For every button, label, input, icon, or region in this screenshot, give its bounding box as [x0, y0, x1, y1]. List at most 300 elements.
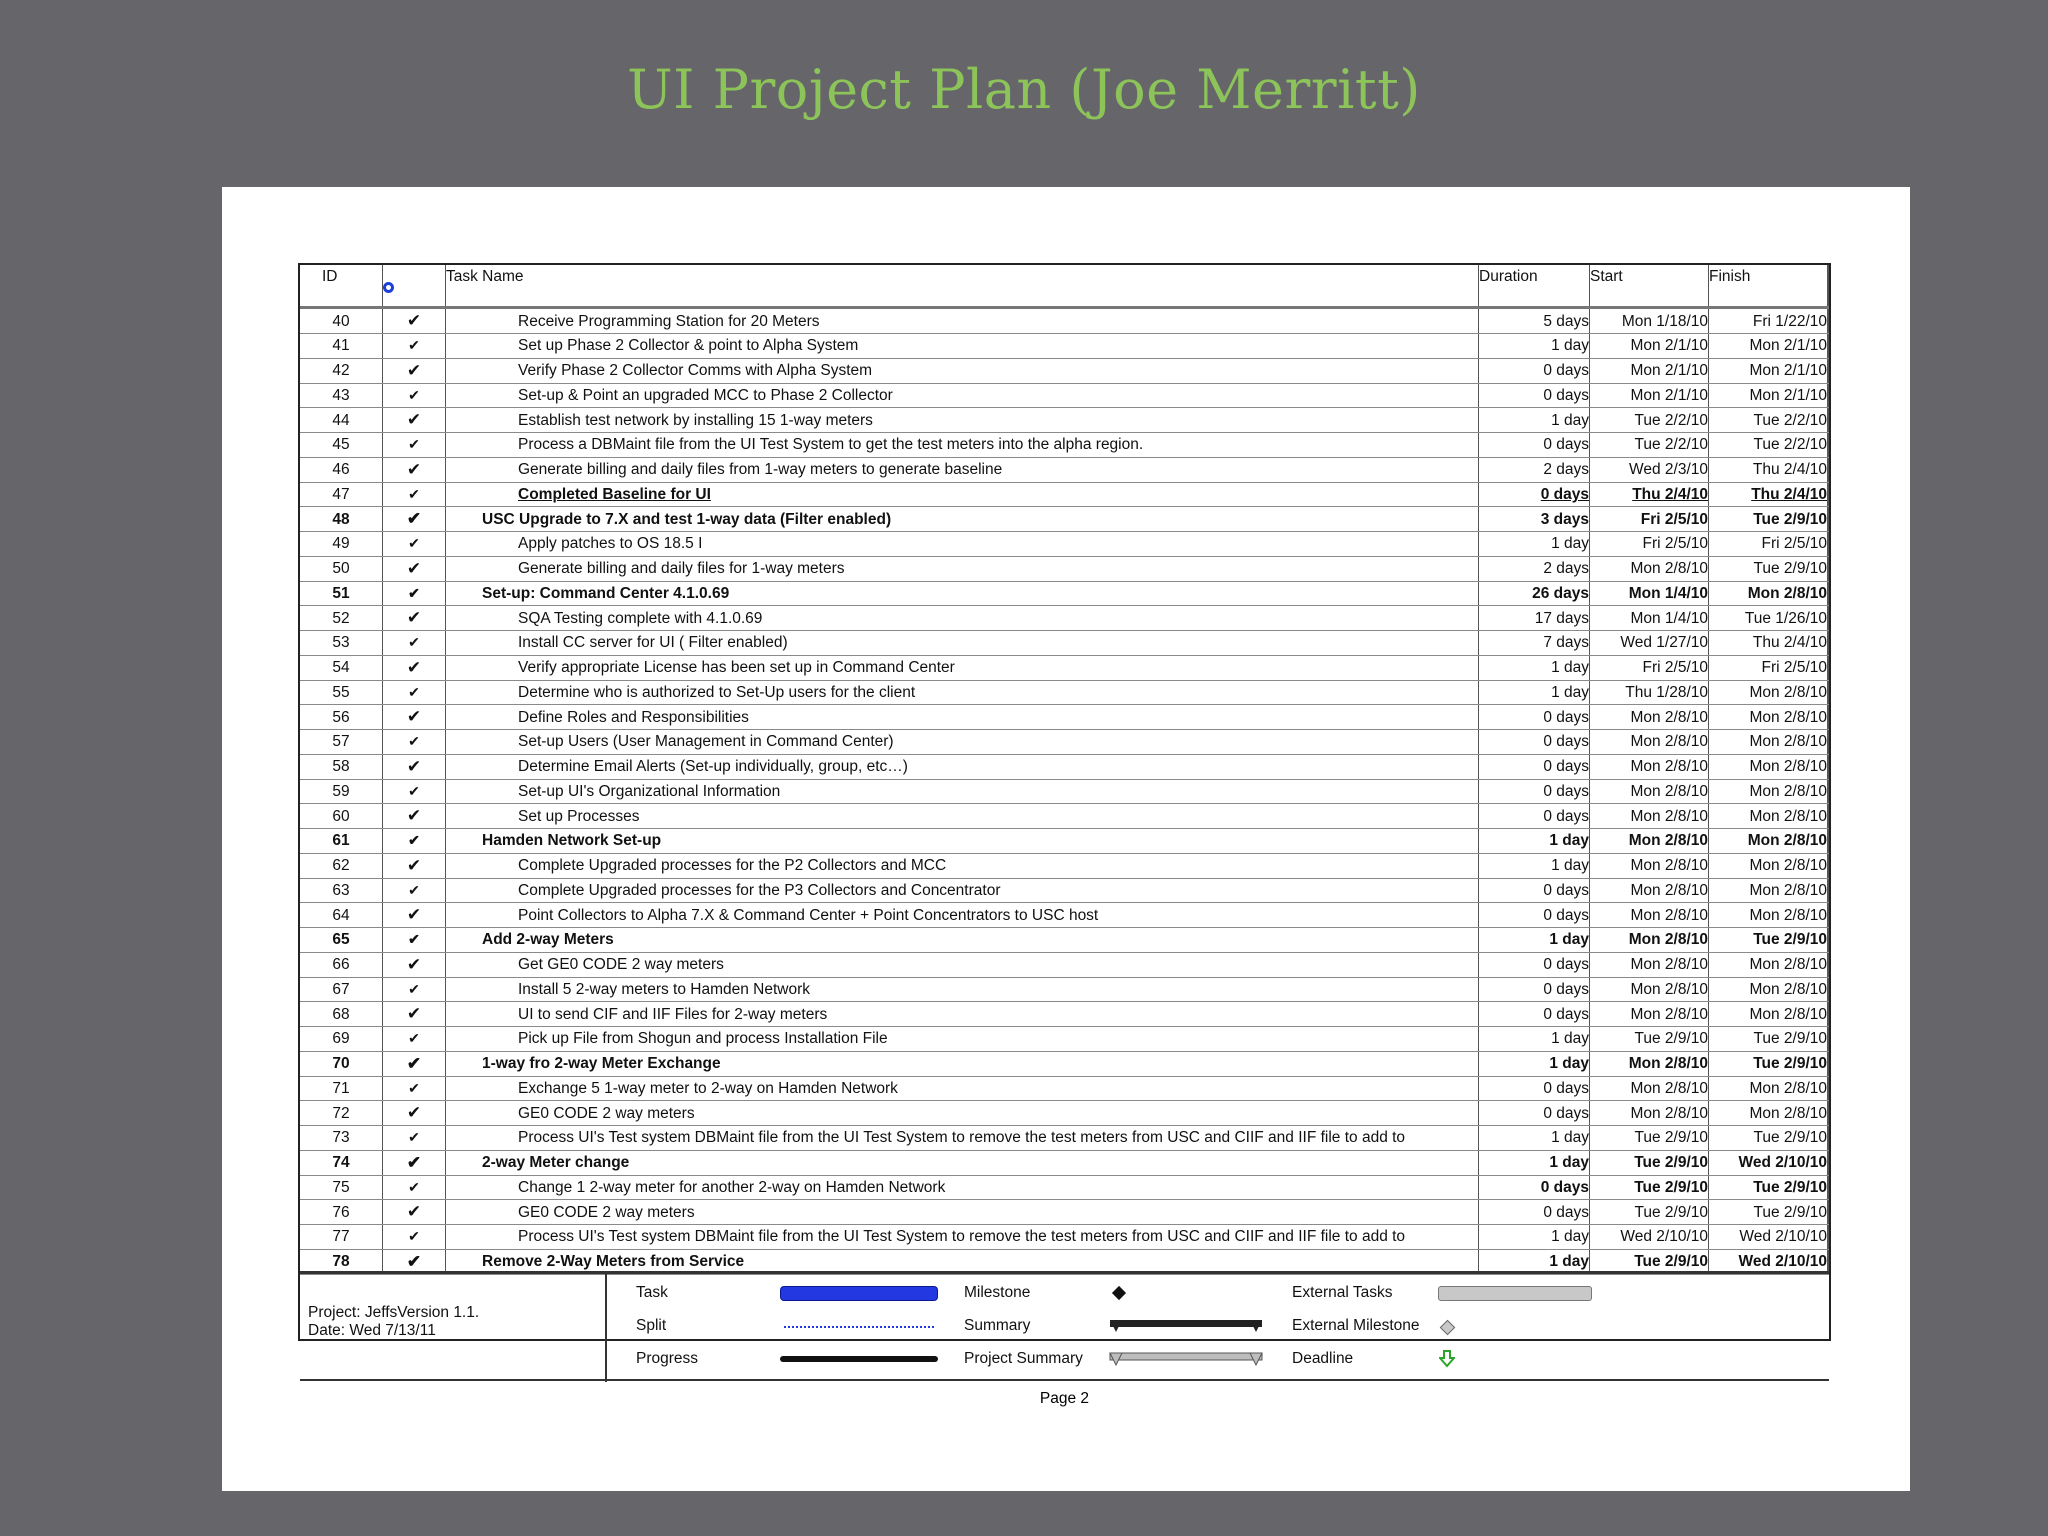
task-duration: 1 day: [1479, 928, 1590, 953]
task-name: SQA Testing complete with 4.1.0.69: [518, 609, 763, 627]
task-start: Mon 2/8/10: [1590, 705, 1709, 730]
legend-split-line: [784, 1326, 934, 1334]
task-name: 2-way Meter change: [482, 1154, 630, 1171]
task-start: Wed 1/27/10: [1590, 631, 1709, 656]
completed-check-icon: ✔: [406, 1004, 422, 1023]
task-duration: 1 day: [1479, 655, 1590, 680]
task-id: 41: [300, 334, 383, 359]
task-finish: Tue 1/26/10: [1709, 606, 1828, 631]
project-info: [308, 1304, 479, 1340]
completed-check-icon: ✔: [408, 832, 420, 849]
task-start: Fri 2/5/10: [1590, 507, 1709, 532]
task-start: Tue 2/9/10: [1590, 1175, 1709, 1200]
task-duration: 1 day: [1479, 1249, 1590, 1274]
completed-check-icon: ✔: [406, 1152, 422, 1172]
task-id: 78: [300, 1249, 383, 1274]
task-finish: Mon 2/8/10: [1709, 903, 1828, 928]
task-finish: Mon 2/1/10: [1709, 358, 1828, 383]
task-duration: 3 days: [1479, 507, 1590, 532]
table-row: [300, 1200, 1829, 1225]
completed-check-icon: ✔: [408, 485, 420, 502]
task-duration: 0 days: [1479, 1076, 1590, 1101]
completed-check-icon: ✔: [406, 954, 422, 974]
deadline-arrow-icon: [1439, 1350, 1455, 1368]
task-start: Mon 2/1/10: [1590, 383, 1709, 408]
task-start: Mon 2/1/10: [1590, 334, 1709, 359]
task-name: GE0 CODE 2 way meters: [518, 1203, 695, 1221]
task-duration: 2 days: [1479, 457, 1590, 482]
task-start: Mon 2/8/10: [1590, 556, 1709, 581]
task-duration: 5 days: [1479, 308, 1590, 334]
table-row: [300, 383, 1829, 408]
completed-check-icon: ✔: [408, 1178, 420, 1195]
external-task-bar: [1438, 1286, 1592, 1301]
completed-check-icon: ✔: [408, 683, 420, 700]
task-start: Tue 2/9/10: [1590, 1249, 1709, 1274]
task-finish: Tue 2/2/10: [1709, 433, 1828, 458]
project-date: Date: Wed 7/13/11: [308, 1322, 436, 1339]
task-duration: 0 days: [1479, 754, 1590, 779]
legend-task-label: Task: [636, 1284, 668, 1301]
task-id: 58: [300, 754, 383, 779]
task-finish: Mon 2/1/10: [1709, 334, 1828, 359]
completed-check-icon: ✔: [408, 931, 420, 948]
task-name: Set up Phase 2 Collector & point to Alpha System: [518, 337, 859, 355]
completed-check-icon: ✔: [406, 756, 422, 776]
task-name: Completed Baseline for UI: [518, 485, 711, 503]
task-start: Mon 2/8/10: [1590, 1002, 1709, 1027]
task-finish: Mon 2/8/10: [1709, 779, 1828, 804]
task-finish: Fri 2/5/10: [1709, 655, 1828, 680]
task-id: 45: [300, 433, 383, 458]
task-duration: 0 days: [1479, 779, 1590, 804]
table-row: [300, 779, 1829, 804]
table-row: [300, 1002, 1829, 1027]
table-row: [300, 556, 1829, 581]
completed-check-icon: ✔: [406, 311, 422, 330]
table-row: [300, 507, 1829, 532]
external-milestone-diamond-icon: [1440, 1320, 1456, 1336]
task-start: Thu 2/4/10: [1590, 482, 1709, 507]
task-duration: 0 days: [1479, 952, 1590, 977]
table-row: [300, 730, 1829, 755]
task-duration: 0 days: [1479, 433, 1590, 458]
task-finish: Mon 2/8/10: [1709, 730, 1828, 755]
task-id: 68: [300, 1002, 383, 1027]
task-start: Mon 1/4/10: [1590, 606, 1709, 631]
table-row: [300, 853, 1829, 878]
table-row: [300, 334, 1829, 359]
task-id: 43: [300, 383, 383, 408]
table-row: [300, 1101, 1829, 1126]
task-duration: 0 days: [1479, 1200, 1590, 1225]
table-row: [300, 1051, 1829, 1076]
task-finish: Mon 2/8/10: [1709, 581, 1828, 606]
completed-check-icon: ✔: [406, 1103, 422, 1122]
task-finish: Mon 2/8/10: [1709, 1002, 1828, 1027]
task-start: Mon 2/8/10: [1590, 829, 1709, 854]
header-id: ID: [300, 265, 383, 308]
task-id: 54: [300, 655, 383, 680]
completed-check-icon: ✔: [406, 1251, 422, 1271]
task-name: Install 5 2-way meters to Hamden Network: [518, 980, 811, 998]
table-row: [300, 977, 1829, 1002]
task-duration: 17 days: [1479, 606, 1590, 631]
legend-summary-label: Summary: [964, 1317, 1031, 1334]
task-finish: Mon 2/8/10: [1709, 804, 1828, 829]
task-id: 40: [300, 308, 383, 334]
table-row: [300, 433, 1829, 458]
table-row: [300, 754, 1829, 779]
completed-check-icon: ✔: [406, 806, 422, 825]
task-id: 50: [300, 556, 383, 581]
project-summary-bar-icon: [1108, 1351, 1264, 1367]
completed-check-icon: ✔: [406, 657, 422, 677]
task-name: Generate billing and daily files from 1-way meters to generate baseline: [518, 461, 1003, 478]
task-duration: 0 days: [1479, 383, 1590, 408]
table-row: [300, 952, 1829, 977]
task-name: Get GE0 CODE 2 way meters: [518, 956, 724, 973]
table-row: [300, 1027, 1829, 1052]
task-finish: Thu 2/4/10: [1709, 482, 1828, 507]
task-finish: Thu 2/4/10: [1709, 631, 1828, 656]
task-id: 46: [300, 457, 383, 482]
legend-task-bar: [780, 1286, 938, 1301]
task-name: Receive Programming Station for 20 Meters: [518, 312, 820, 330]
legend-deadline-label: Deadline: [1292, 1350, 1354, 1367]
table-row: [300, 1150, 1829, 1175]
task-finish: Mon 2/8/10: [1709, 1101, 1828, 1126]
task-name: Change 1 2-way meter for another 2-way on Hamden Network: [518, 1178, 946, 1196]
legend: [300, 1271, 1829, 1382]
table-row: [300, 928, 1829, 953]
task-name: Complete Upgraded processes for the P3 Collectors and Concentrator: [518, 881, 1001, 899]
task-duration: 26 days: [1479, 581, 1590, 606]
project-name: Project: JeffsVersion 1.1.: [308, 1304, 480, 1321]
task-duration: 0 days: [1479, 903, 1590, 928]
task-name: Set-up UI's Organizational Information: [518, 782, 781, 800]
task-id: 76: [300, 1200, 383, 1225]
task-finish: Fri 2/5/10: [1709, 532, 1828, 557]
task-duration: 1 day: [1479, 680, 1590, 705]
task-start: Mon 2/8/10: [1590, 928, 1709, 953]
task-id: 71: [300, 1076, 383, 1101]
task-finish: Mon 2/8/10: [1709, 1076, 1828, 1101]
task-name: UI to send CIF and IIF Files for 2-way meters: [518, 1005, 828, 1023]
task-finish: Wed 2/10/10: [1709, 1225, 1828, 1250]
task-duration: 1 day: [1479, 1225, 1590, 1250]
task-name: Process a DBMaint file from the UI Test System to get the test meters into the alpha region.: [518, 436, 1144, 454]
task-name: Set-up & Point an upgraded MCC to Phase 2 Collector: [518, 386, 893, 404]
task-finish: Tue 2/9/10: [1709, 1051, 1828, 1076]
task-start: Mon 2/8/10: [1590, 1101, 1709, 1126]
task-finish: Mon 2/8/10: [1709, 952, 1828, 977]
completed-check-icon: ✔: [406, 1202, 422, 1221]
task-start: Tue 2/9/10: [1590, 1200, 1709, 1225]
task-finish: Thu 2/4/10: [1709, 457, 1828, 482]
task-duration: 0 days: [1479, 878, 1590, 903]
table-row: [300, 581, 1829, 606]
task-start: Mon 2/8/10: [1590, 804, 1709, 829]
task-start: Mon 2/8/10: [1590, 878, 1709, 903]
task-start: Mon 2/8/10: [1590, 977, 1709, 1002]
task-start: Fri 2/5/10: [1590, 532, 1709, 557]
task-table: [300, 265, 1829, 1275]
task-id: 47: [300, 482, 383, 507]
task-id: 65: [300, 928, 383, 953]
task-name: Determine Email Alerts (Set-up individually, group, etc…): [518, 758, 908, 775]
gantt-table-frame: [298, 263, 1831, 1407]
header-start: Start: [1590, 265, 1709, 308]
task-finish: Tue 2/9/10: [1709, 1126, 1828, 1151]
task-name: Determine who is authorized to Set-Up users for the client: [518, 683, 916, 701]
task-id: 69: [300, 1027, 383, 1052]
task-finish: Tue 2/9/10: [1709, 1200, 1828, 1225]
legend-progress-bar: [780, 1356, 938, 1362]
task-finish: Mon 2/8/10: [1709, 754, 1828, 779]
task-finish: Mon 2/8/10: [1709, 853, 1828, 878]
task-finish: Tue 2/2/10: [1709, 408, 1828, 433]
summary-bar-icon: [1108, 1318, 1264, 1334]
task-finish: Mon 2/1/10: [1709, 383, 1828, 408]
task-duration: 0 days: [1479, 1002, 1590, 1027]
task-name: Set-up: Command Center 4.1.0.69: [482, 584, 730, 602]
task-duration: 0 days: [1479, 1175, 1590, 1200]
task-id: 51: [300, 581, 383, 606]
task-finish: Mon 2/8/10: [1709, 680, 1828, 705]
task-id: 56: [300, 705, 383, 730]
header-indicator: [383, 265, 446, 308]
table-row: [300, 680, 1829, 705]
task-name: Set-up Users (User Management in Command Center): [518, 733, 894, 751]
task-start: Tue 2/9/10: [1590, 1150, 1709, 1175]
table-row: [300, 804, 1829, 829]
task-id: 75: [300, 1175, 383, 1200]
legend-project-summary-label: Project Summary: [964, 1350, 1083, 1367]
task-name: Generate billing and daily files for 1-way meters: [518, 560, 845, 577]
task-duration: 1 day: [1479, 1051, 1590, 1076]
table-row: [300, 358, 1829, 383]
completed-check-icon: ✔: [408, 584, 420, 601]
completed-check-icon: ✔: [408, 782, 420, 799]
task-start: Mon 2/8/10: [1590, 730, 1709, 755]
completed-check-icon: ✔: [408, 733, 420, 750]
task-finish: Tue 2/9/10: [1709, 507, 1828, 532]
table-row: [300, 408, 1829, 433]
task-id: 73: [300, 1126, 383, 1151]
completed-check-icon: ✔: [406, 1053, 422, 1073]
table-row: [300, 308, 1829, 334]
table-row: [300, 457, 1829, 482]
completed-check-icon: ✔: [406, 707, 422, 726]
table-row: [300, 655, 1829, 680]
task-name: Install CC server for UI ( Filter enabled): [518, 634, 788, 652]
table-row: [300, 1225, 1829, 1250]
task-start: Mon 2/8/10: [1590, 779, 1709, 804]
task-name: Add 2-way Meters: [482, 931, 614, 949]
task-start: Tue 2/9/10: [1590, 1126, 1709, 1151]
table-row: [300, 482, 1829, 507]
task-start: Mon 2/8/10: [1590, 853, 1709, 878]
task-start: Tue 2/9/10: [1590, 1027, 1709, 1052]
completed-check-icon: ✔: [406, 855, 422, 875]
task-name: Hamden Network Set-up: [482, 832, 662, 850]
task-id: 44: [300, 408, 383, 433]
completed-check-icon: ✔: [408, 386, 420, 403]
table-row: [300, 631, 1829, 656]
completed-check-icon: ✔: [408, 436, 420, 453]
completed-check-icon: ✔: [408, 1079, 420, 1096]
task-name: USC Upgrade to 7.X and test 1-way data (Filter enabled): [482, 510, 892, 528]
task-id: 62: [300, 853, 383, 878]
legend-external-milestone-label: External Milestone: [1292, 1317, 1420, 1334]
task-duration: 1 day: [1479, 334, 1590, 359]
task-duration: 0 days: [1479, 358, 1590, 383]
legend-milestone-label: Milestone: [964, 1284, 1031, 1301]
completed-check-icon: ✔: [406, 410, 422, 429]
task-duration: 7 days: [1479, 631, 1590, 656]
task-id: 72: [300, 1101, 383, 1126]
task-start: Mon 2/8/10: [1590, 1076, 1709, 1101]
task-start: Fri 2/5/10: [1590, 655, 1709, 680]
task-start: Mon 2/8/10: [1590, 952, 1709, 977]
task-finish: Wed 2/10/10: [1709, 1150, 1828, 1175]
header-finish: Finish: [1709, 265, 1828, 308]
task-id: 48: [300, 507, 383, 532]
task-start: Mon 2/1/10: [1590, 358, 1709, 383]
task-id: 61: [300, 829, 383, 854]
task-finish: Wed 2/10/10: [1709, 1249, 1828, 1274]
task-id: 66: [300, 952, 383, 977]
task-duration: 1 day: [1479, 1150, 1590, 1175]
task-finish: Mon 2/8/10: [1709, 878, 1828, 903]
task-id: 52: [300, 606, 383, 631]
task-id: 55: [300, 680, 383, 705]
task-start: Mon 1/18/10: [1590, 308, 1709, 334]
legend-external-tasks-label: External Tasks: [1292, 1284, 1393, 1301]
task-name: Exchange 5 1-way meter to 2-way on Hamden Network: [518, 1079, 898, 1097]
task-id: 74: [300, 1150, 383, 1175]
task-finish: Tue 2/9/10: [1709, 928, 1828, 953]
completed-check-icon: ✔: [408, 535, 420, 552]
slide-title: UI Project Plan (Joe Merritt): [627, 58, 1421, 121]
completed-check-icon: ✔: [406, 459, 422, 479]
task-id: 70: [300, 1051, 383, 1076]
task-id: 59: [300, 779, 383, 804]
table-row: [300, 705, 1829, 730]
completed-check-icon: ✔: [406, 509, 422, 528]
table-header: [300, 265, 1829, 308]
completed-check-icon: ✔: [408, 1228, 420, 1245]
task-name: 1-way fro 2-way Meter Exchange: [482, 1055, 721, 1072]
completed-check-icon: ✔: [408, 980, 420, 997]
completed-check-icon: ✔: [408, 337, 420, 354]
task-name: Remove 2-Way Meters from Service: [482, 1253, 745, 1270]
task-duration: 0 days: [1479, 730, 1590, 755]
task-start: Thu 1/28/10: [1590, 680, 1709, 705]
completed-check-icon: ✔: [408, 634, 420, 651]
task-id: 60: [300, 804, 383, 829]
task-finish: Tue 2/9/10: [1709, 1175, 1828, 1200]
task-start: Mon 1/4/10: [1590, 581, 1709, 606]
task-name: Verify Phase 2 Collector Comms with Alpha System: [518, 362, 873, 379]
task-finish: Mon 2/8/10: [1709, 977, 1828, 1002]
printed-page: [222, 187, 1910, 1491]
task-name: Establish test network by installing 15 1-way meters: [518, 411, 873, 429]
table-row: [300, 1175, 1829, 1200]
table-row: [300, 1076, 1829, 1101]
task-duration: 1 day: [1479, 532, 1590, 557]
task-duration: 0 days: [1479, 977, 1590, 1002]
task-start: Tue 2/2/10: [1590, 433, 1709, 458]
task-id: 77: [300, 1225, 383, 1250]
task-id: 57: [300, 730, 383, 755]
task-finish: Mon 2/8/10: [1709, 829, 1828, 854]
legend-split-label: Split: [636, 1317, 667, 1334]
task-duration: 1 day: [1479, 853, 1590, 878]
task-id: 53: [300, 631, 383, 656]
table-row: [300, 829, 1829, 854]
legend-divider: [605, 1274, 607, 1382]
task-duration: 0 days: [1479, 804, 1590, 829]
task-name: Define Roles and Responsibilities: [518, 708, 749, 726]
task-duration: 1 day: [1479, 829, 1590, 854]
task-name: Pick up File from Shogun and process Installation File: [518, 1030, 888, 1048]
page-footer: Page 2: [300, 1379, 1829, 1421]
task-finish: Tue 2/9/10: [1709, 556, 1828, 581]
completed-check-icon: ✔: [408, 881, 420, 898]
completed-check-icon: ✔: [406, 905, 422, 924]
legend-progress-label: Progress: [636, 1350, 699, 1367]
table-row: [300, 878, 1829, 903]
task-start: Mon 2/8/10: [1590, 903, 1709, 928]
task-id: 42: [300, 358, 383, 383]
table-row: [300, 1126, 1829, 1151]
task-name: Process UI's Test system DBMaint file from the UI Test System to remove the test meters from USC and CIIF and IIF file to add to: [518, 1228, 1406, 1246]
task-start: Mon 2/8/10: [1590, 1051, 1709, 1076]
task-start: Wed 2/10/10: [1590, 1225, 1709, 1250]
task-name: Apply patches to OS 18.5 I: [518, 535, 703, 553]
header-task-name: Task Name: [446, 265, 1479, 308]
task-duration: 2 days: [1479, 556, 1590, 581]
completed-check-icon: ✔: [408, 1129, 420, 1146]
task-id: 64: [300, 903, 383, 928]
task-name: GE0 CODE 2 way meters: [518, 1104, 695, 1122]
table-row: [300, 606, 1829, 631]
task-duration: 1 day: [1479, 1027, 1590, 1052]
completed-check-icon: ✔: [408, 1030, 420, 1047]
task-duration: 1 day: [1479, 408, 1590, 433]
task-id: 67: [300, 977, 383, 1002]
task-rows: [300, 308, 1829, 1275]
header-duration: Duration: [1479, 265, 1590, 308]
table-row: [300, 532, 1829, 557]
task-name: Set up Processes: [518, 807, 640, 825]
task-duration: 0 days: [1479, 482, 1590, 507]
completed-check-icon: ✔: [406, 360, 422, 380]
completed-check-icon: ✔: [406, 608, 422, 627]
task-start: Mon 2/8/10: [1590, 754, 1709, 779]
task-start: Wed 2/3/10: [1590, 457, 1709, 482]
task-start: Tue 2/2/10: [1590, 408, 1709, 433]
milestone-diamond-icon: [1112, 1286, 1126, 1300]
task-name: Process UI's Test system DBMaint file from the UI Test System to remove the test meters from USC and CIIF and IIF file to add to: [518, 1129, 1406, 1147]
task-name: Verify appropriate License has been set up in Command Center: [518, 659, 955, 676]
task-id: 63: [300, 878, 383, 903]
task-name: Point Collectors to Alpha 7.X & Command Center + Point Concentrators to USC host: [518, 906, 1099, 924]
info-indicator-icon: [383, 282, 394, 293]
completed-check-icon: ✔: [406, 558, 422, 578]
